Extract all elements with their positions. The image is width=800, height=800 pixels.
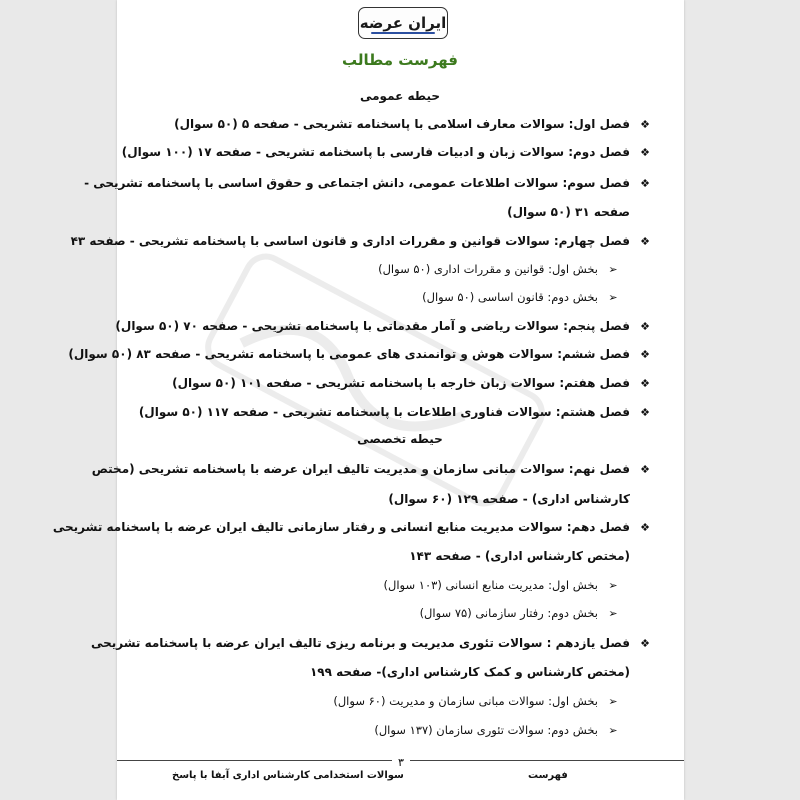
diamond-bullet-icon: ❖ (640, 521, 650, 534)
toc-entry-continuation: (مختص کارشناس اداری) - صفحه ۱۴۳ (409, 549, 630, 563)
footer-section-label: فهرست (528, 770, 568, 781)
toc-entry: ❖فصل هشتم: سوالات فناوری اطلاعات با پاسخنامه تشریحی - صفحه ۱۱۷ (۵۰ سوال) (139, 401, 652, 423)
toc-entry: ❖فصل ششم: سوالات هوش و توانمندی های عمومی با پاسخنامه تشریحی - صفحه ۸۳ (۵۰ سوال) (68, 343, 652, 365)
toc-entry: ❖فصل سوم: سوالات اطلاعات عمومی، دانش اجتماعی و حقوق اساسی با پاسخنامه تشریحی - (84, 172, 652, 194)
section-heading-general: حیطه عمومی (359, 89, 441, 103)
toc-entry-continuation: کارشناس اداری) - صفحه ۱۲۹ (۶۰ سوال) (388, 492, 630, 506)
toc-subentry: ➢بخش دوم: رفتار سازمانی (۷۵ سوال) (420, 602, 620, 624)
page-title: فهرست مطالب (342, 51, 458, 69)
arrow-bullet-icon: ➢ (608, 579, 618, 592)
diamond-bullet-icon: ❖ (640, 177, 650, 190)
footer-book-title: سوالات استخدامی کارشناس اداری آبفا با پاسخ (172, 770, 404, 781)
diamond-bullet-icon: ❖ (640, 146, 650, 159)
diamond-bullet-icon: ❖ (640, 377, 650, 390)
toc-entry: ❖فصل نهم: سوالات مبانی سازمان و مدیریت تالیف ایران عرضه با پاسخنامه تشریحی (مختص (92, 458, 652, 480)
page-number: ۳ (392, 756, 410, 769)
arrow-bullet-icon: ➢ (608, 263, 618, 276)
arrow-bullet-icon: ➢ (608, 695, 618, 708)
section-heading-specialized: حیطه تخصصی (357, 432, 443, 446)
toc-entry: ❖فصل چهارم: سوالات قوانین و مقررات اداری و قانون اساسی با پاسخنامه تشریحی - صفحه ۴۳ (71, 230, 652, 252)
diamond-bullet-icon: ❖ (640, 320, 650, 333)
toc-entry: ❖فصل اول: سوالات معارف اسلامی با پاسخنامه تشریحی - صفحه ۵ (۵۰ سوال) (174, 113, 652, 135)
arrow-bullet-icon: ➢ (608, 607, 618, 620)
diamond-bullet-icon: ❖ (640, 406, 650, 419)
toc-entry: ❖فصل پنجم: سوالات ریاضی و آمار مقدماتی با پاسخنامه تشریحی - صفحه ۷۰ (۵۰ سوال) (115, 315, 652, 337)
arrow-bullet-icon: ➢ (608, 291, 618, 304)
toc-entry: ❖فصل هفتم: سوالات زبان خارجه با پاسخنامه تشریحی - صفحه ۱۰۱ (۵۰ سوال) (172, 372, 652, 394)
diamond-bullet-icon: ❖ (640, 235, 650, 248)
diamond-bullet-icon: ❖ (640, 637, 650, 650)
toc-subentry: ➢بخش دوم: قانون اساسی (۵۰ سوال) (422, 286, 620, 308)
arrow-bullet-icon: ➢ (608, 724, 618, 737)
toc-subentry: ➢بخش اول: مدیریت منابع انسانی (۱۰۳ سوال) (384, 574, 620, 596)
diamond-bullet-icon: ❖ (640, 348, 650, 361)
logo-text: ایران عرضه (359, 14, 447, 32)
toc-entry: ❖فصل یازدهم : سوالات تئوری مدیریت و برنامه ریزی تالیف ایران عرضه با پاسخنامه تشریحی (91, 632, 652, 654)
toc-entry-continuation: (مختص کارشناس و کمک کارشناس اداری)- صفحه ۱۹۹ (309, 665, 630, 679)
diamond-bullet-icon: ❖ (640, 118, 650, 131)
toc-subentry: ➢بخش اول: سوالات مبانی سازمان و مدیریت (۶۰ سوال) (333, 690, 620, 712)
toc-entry-continuation: صفحه ۳۱ (۵۰ سوال) (507, 205, 630, 219)
toc-entry: ❖فصل دوم: سوالات زبان و ادبیات فارسی با پاسخنامه تشریحی - صفحه ۱۷ (۱۰۰ سوال) (122, 141, 652, 163)
diamond-bullet-icon: ❖ (640, 463, 650, 476)
toc-subentry: ➢بخش دوم: سوالات تئوری سازمان (۱۳۷ سوال) (374, 719, 620, 741)
toc-subentry: ➢بخش اول: قوانین و مقررات اداری (۵۰ سوال) (378, 258, 620, 280)
toc-entry: ❖فصل دهم: سوالات مدیریت منابع انسانی و رفتار سازمانی تالیف ایران عرضه با پاسخنامه تشریحی (53, 516, 652, 538)
